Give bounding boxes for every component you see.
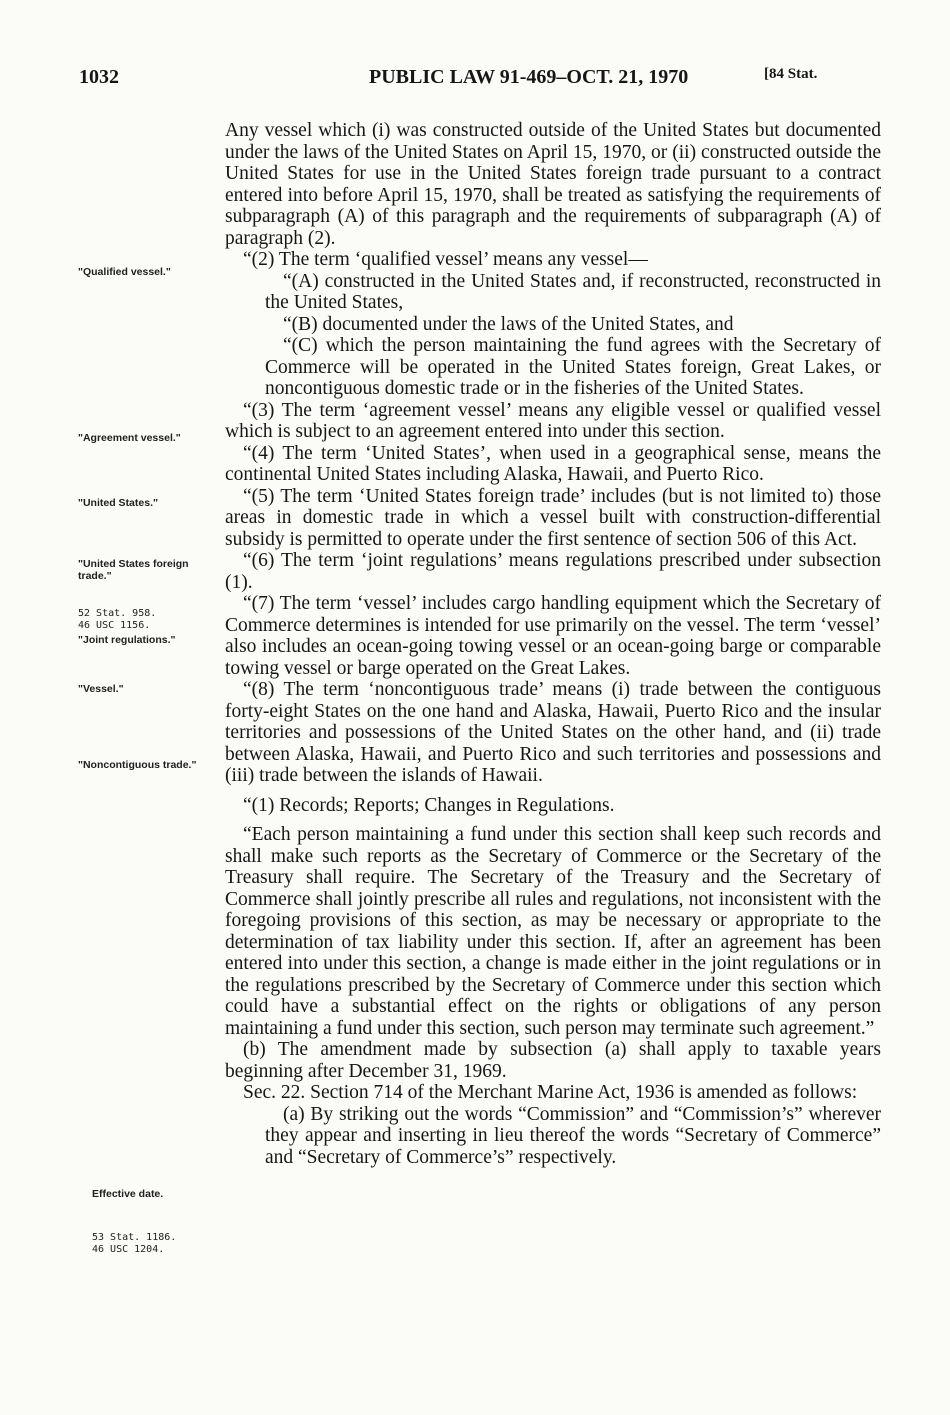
- paragraph-noncontiguous-trade: “(8) The term ‘noncontiguous trade’ means (i) trade between the contiguous forty-eight States on the one hand and Alaska, Hawaii, Puerto Rico and the insular territories and possessions of the United States on the other hand, and (ii) trade between Alaska, Hawaii, and Puerto Rico and such territories and possessions and (iii) trade between the islands of Hawaii.: [225, 679, 881, 786]
- margin-note-noncontiguous-trade: "Noncontiguous trade.": [78, 759, 197, 771]
- margin-note-citation-53-stat: 53 Stat. 1186. 46 USC 1204.: [92, 1232, 177, 1255]
- margin-note-united-states: "United States.": [78, 497, 158, 509]
- header-stat-reference: [84 Stat.: [764, 66, 818, 82]
- paragraph-agreement-vessel: “(3) The term ‘agreement vessel’ means any eligible vessel or qualified vessel which is subject to an agreement entered into under this section.: [225, 399, 881, 442]
- margin-note-joint-regulations: "Joint regulations.": [78, 634, 176, 646]
- section-heading-records: “(1) Records; Reports; Changes in Regulations.: [243, 794, 615, 816]
- paragraph-vessel-constructed-outside: Any vessel which (i) was constructed outside of the United States but documented under the laws of the United States on April 15, 1970, or (ii) constructed outside the United States for use in the United States foreign trade pursuant to a contract entered into before April 15, 1970, shall be treated as satisfying the requirements of subparagraph (A) of this paragraph and the requirements of subparagraph (A) of paragraph (2).: [225, 120, 881, 249]
- margin-note-united-states-foreign-trade: "United States foreign trade.": [78, 558, 189, 582]
- page-body: [225, 120, 881, 1168]
- paragraph-qualified-a: “(A) constructed in the United States and, if reconstructed, reconstructed in the United States,: [265, 270, 881, 313]
- paragraph-sec-22: Sec. 22. Section 714 of the Merchant Marine Act, 1936 is amended as follows:: [243, 1082, 858, 1103]
- margin-note-effective-date: Effective date.: [92, 1188, 164, 1200]
- header-title: PUBLIC LAW 91-469–OCT. 21, 1970: [369, 66, 689, 88]
- paragraph-qualified-vessel: “(2) The term ‘qualified vessel’ means any vessel—: [243, 249, 648, 270]
- paragraph-effective-date: (b) The amendment made by subsection (a) shall apply to taxable years beginning after December 31, 1969.: [225, 1039, 881, 1082]
- page-header: [0, 66, 950, 96]
- paragraph-united-states-foreign-trade: “(5) The term ‘United States foreign trade’ includes (but is not limited to) those areas in domestic trade in which a vessel built with construction-differential subsidy is permitted to operate under the first sentence of section 506 of this Act.: [225, 485, 881, 550]
- margin-note-vessel: "Vessel.": [78, 683, 124, 695]
- margin-note-qualified-vessel: "Qualified vessel.": [78, 266, 171, 278]
- page-number: 1032: [79, 66, 119, 88]
- paragraph-united-states: “(4) The term ‘United States’, when used in a geographical sense, means the continental United States including Alaska, Hawaii, and Puerto Rico.: [225, 442, 881, 485]
- paragraph-joint-regulations: “(6) The term ‘joint regulations’ means regulations prescribed under subsection (1).: [225, 550, 881, 593]
- margin-note-citation-52-stat: 52 Stat. 958. 46 USC 1156.: [78, 608, 157, 631]
- paragraph-qualified-b: “(B) documented under the laws of the United States, and: [283, 313, 734, 335]
- paragraph-qualified-c: “(C) which the person maintaining the fund agrees with the Secretary of Commerce will be operated in the United States foreign, Great Lakes, or noncontiguous domestic trade or in the fisheries of the United States.: [265, 335, 881, 399]
- paragraph-sec-22-a: (a) By striking out the words “Commission” and “Commission’s” wherever they appear and inserting in lieu thereof the words “Secretary of Commerce” and “Secretary of Commerce’s” respectively.: [265, 1103, 881, 1168]
- paragraph-records-reports: “Each person maintaining a fund under this section shall keep such records and shall make such reports as the Secretary of Commerce or the Secretary of the Treasury shall require. The Secretary of the Treasury and the Secretary of Commerce shall jointly prescribe all rules and regulations, not inconsistent with the foregoing provisions of this section, as may be necessary or appropriate to the determination of tax liability under this section. If, after an agreement has been entered into under this section, a change is made either in the joint regulations or in the regulations prescribed by the Secretary of Commerce under this section which could have a substantial effect on the rights or obligations of any person maintaining a fund under this section, such person may terminate such agreement.”: [225, 824, 881, 1039]
- paragraph-vessel-definition: “(7) The term ‘vessel’ includes cargo handling equipment which the Secretary of Commerce determines is intended for use primarily on the vessel. The term ‘vessel’ also includes an ocean-going towing vessel or an ocean-going barge or comparable towing vessel or barge operated on the Great Lakes.: [225, 593, 881, 679]
- margin-note-agreement-vessel: "Agreement vessel.": [78, 432, 181, 444]
